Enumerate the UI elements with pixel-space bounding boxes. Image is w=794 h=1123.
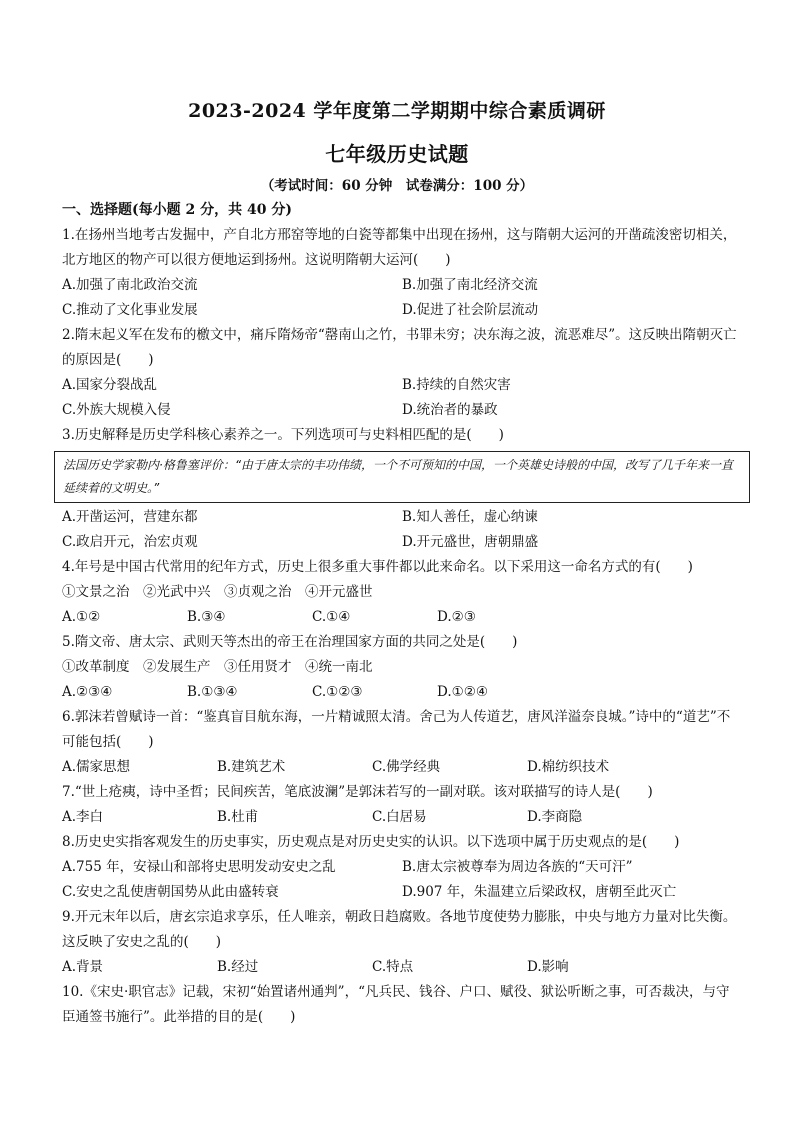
question-options <box>62 605 742 630</box>
option: C.①②③ <box>312 684 363 700</box>
option: A.开凿运河，营建东都 <box>62 509 198 525</box>
option: C.外族大规模入侵 <box>62 402 171 418</box>
option: D.统治者的暴政 <box>402 402 498 418</box>
question-stem: 9.开元末年以后，唐玄宗追求享乐，任人唯亲，朝政日趋腐败。各地节度使势力膨胀，中央与地方力量对比失衡。这反映了安史之乱的( ) <box>62 909 737 950</box>
section-heading: 一、选择题(每小题 2 分，共 40 分) <box>62 202 292 218</box>
option: D.影响 <box>527 959 569 975</box>
option: C.白居易 <box>372 809 427 825</box>
question-options <box>62 755 742 780</box>
question-stem: 4.年号是中国古代常用的纪年方式，历史上很多重大事件都以此来命名。以下采用这一命名方式的有( ) <box>62 559 693 575</box>
option: A.李白 <box>62 809 104 825</box>
source-material-box: 法国历史学家勒内·格鲁塞评价：“由于唐太宗的丰功伟绩，一个不可预知的中国，一个英雄史诗般的中国，改写了几千年来一直延续着的文明史。” <box>54 451 750 503</box>
option: B.加强了南北经济交流 <box>402 277 538 293</box>
question-stem: 7.“世上疮痍，诗中圣哲；民间疾苦，笔底波澜”是郭沫若写的一副对联。该对联描写的诗人是( ) <box>62 784 653 800</box>
option: A.②③④ <box>62 684 113 700</box>
question-items: ①改革制度 ②发展生产 ③任用贤才 ④统一南北 <box>62 659 373 675</box>
option: D.棉纺织技术 <box>527 759 610 775</box>
question-stem: 6.郭沫若曾赋诗一首：“鉴真盲目航东海，一片精诚照太清。舍己为人传道艺，唐风洋溢奈良城。”诗中的“道艺”不可能包括( ) <box>62 709 731 750</box>
option: A.国家分裂战乱 <box>62 377 158 393</box>
option: B.①③④ <box>187 684 238 700</box>
option: B.唐太宗被尊奉为周边各族的“天可汗” <box>402 859 633 875</box>
option: D.②③ <box>437 609 476 625</box>
option: A.755 年，安禄山和部将史思明发动安史之乱 <box>62 859 336 875</box>
option: D.①②④ <box>437 684 488 700</box>
option: D.促进了社会阶层流动 <box>402 302 539 318</box>
question-options <box>62 373 742 423</box>
option: C.政启开元，治宏贞观 <box>62 534 198 550</box>
option: C.安史之乱使唐朝国势从此由盛转衰 <box>62 884 279 900</box>
option: B.知人善任，虚心纳谏 <box>402 509 538 525</box>
option: C.佛学经典 <box>372 759 441 775</box>
option: D.907 年，朱温建立后梁政权，唐朝至此灭亡 <box>402 884 677 900</box>
option: B.杜甫 <box>217 809 259 825</box>
option: C.①④ <box>312 609 351 625</box>
option: D.李商隐 <box>527 809 583 825</box>
option: C.推动了文化事业发展 <box>62 302 198 318</box>
exam-info: （考试时间：60 分钟 试卷满分：100 分） <box>260 178 534 194</box>
option: A.①② <box>62 609 101 625</box>
question-options <box>62 955 742 980</box>
question-options <box>62 805 742 830</box>
option: C.特点 <box>372 959 414 975</box>
option: B.建筑艺术 <box>217 759 286 775</box>
question-stem: 8.历史史实指客观发生的历史事实，历史观点是对历史史实的认识。以下选项中属于历史观点的是( ) <box>62 834 680 850</box>
option: B.持续的自然灾害 <box>402 377 511 393</box>
question-options <box>62 505 742 555</box>
question-options <box>62 680 742 705</box>
question-stem: 3.历史解释是历史学科核心素养之一。下列选项可与史料相匹配的是( ) <box>62 427 504 443</box>
option: B.③④ <box>187 609 226 625</box>
exam-subtitle: 七年级历史试题 <box>325 142 469 166</box>
question-options <box>62 855 742 905</box>
option: B.经过 <box>217 959 259 975</box>
option: D.开元盛世，唐朝鼎盛 <box>402 534 539 550</box>
question-stem: 5.隋文帝、唐太宗、武则天等杰出的帝王在治理国家方面的共同之处是( ) <box>62 634 518 650</box>
question-stem: 10.《宋史·职官志》记载，宋初“始置诸州通判”，“凡兵民、钱谷、户口、赋役、狱讼听断之事，可否裁决，与守臣通签书施行”。此举措的目的是( ) <box>62 984 730 1025</box>
option: A.加强了南北政治交流 <box>62 277 198 293</box>
exam-title: 2023-2024 学年度第二学期期中综合素质调研 <box>188 100 606 122</box>
question-list <box>62 198 742 1030</box>
option: A.背景 <box>62 959 104 975</box>
option: A.儒家思想 <box>62 759 131 775</box>
question-stem: 1.在扬州当地考古发掘中，产自北方邢窑等地的白瓷等都集中出现在扬州，这与隋朝大运河的开凿疏浚密切相关，北方地区的物产可以很方便地运到扬州。这说明隋朝大运河( ) <box>62 227 737 268</box>
question-items: ①文景之治 ②光武中兴 ③贞观之治 ④开元盛世 <box>62 584 373 600</box>
question-options <box>62 273 742 323</box>
question-stem: 2.隋末起义军在发布的檄文中，痛斥隋炀帝“罄南山之竹，书罪未穷；决东海之波，流恶难尽”。这反映出隋朝灭亡的原因是( ) <box>62 327 737 368</box>
